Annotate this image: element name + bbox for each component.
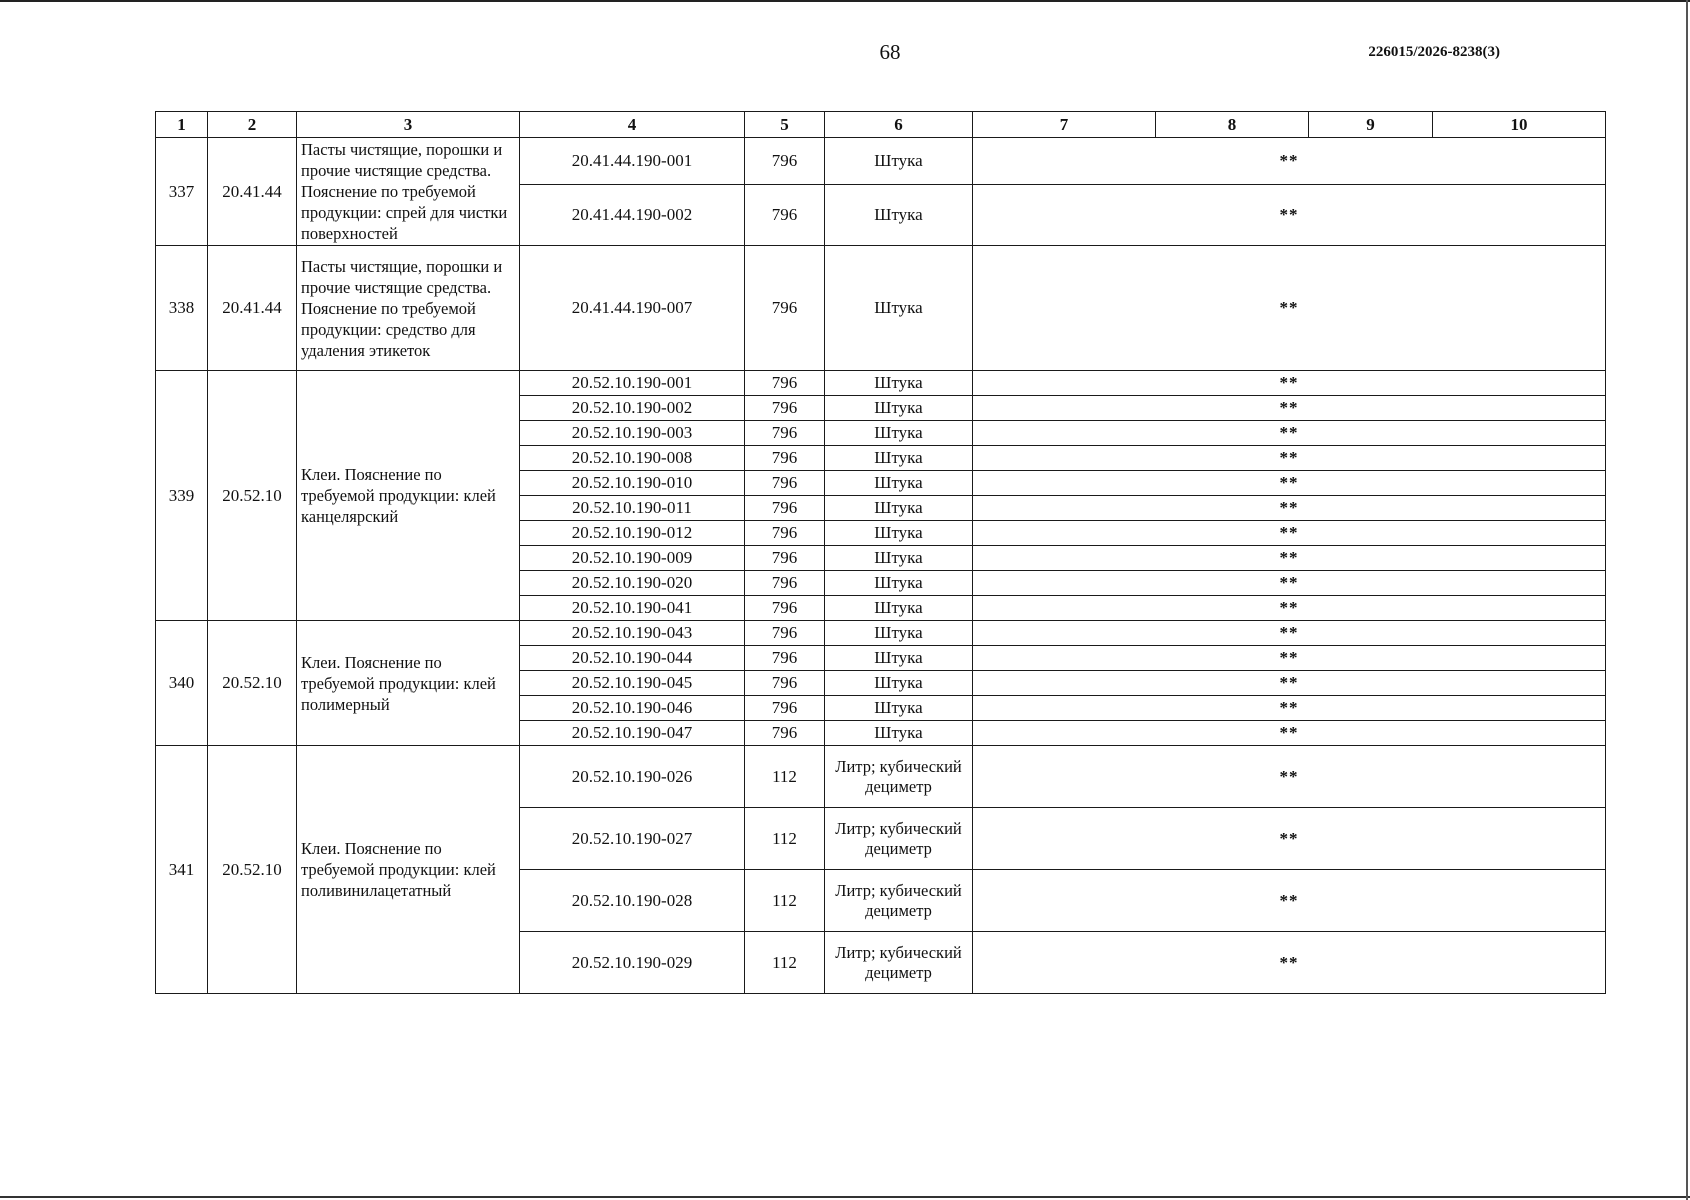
- note-cell: **: [973, 808, 1606, 870]
- unit-name: Штука: [825, 546, 973, 571]
- product-description: Клеи. Пояснение по требуемой продукции: клей полимерный: [297, 621, 520, 746]
- ktru-code: 20.52.10.190-011: [520, 496, 745, 521]
- ktru-code: 20.41.44.190-001: [520, 138, 745, 185]
- ktru-code: 20.52.10.190-029: [520, 932, 745, 994]
- column-header: 10: [1433, 112, 1606, 138]
- note-cell: **: [973, 371, 1606, 396]
- okei-code: 796: [745, 621, 825, 646]
- ktru-code: 20.52.10.190-045: [520, 671, 745, 696]
- unit-name: Штука: [825, 596, 973, 621]
- unit-name: Штука: [825, 396, 973, 421]
- note-cell: **: [973, 571, 1606, 596]
- note-cell: **: [973, 246, 1606, 371]
- ktru-code: 20.52.10.190-046: [520, 696, 745, 721]
- ktru-code: 20.52.10.190-001: [520, 371, 745, 396]
- note-cell: **: [973, 496, 1606, 521]
- note-cell: **: [973, 646, 1606, 671]
- okei-code: 796: [745, 421, 825, 446]
- unit-name: Штука: [825, 671, 973, 696]
- okei-code: 796: [745, 138, 825, 185]
- product-description: Клеи. Пояснение по требуемой продукции: клей поливинилацетатный: [297, 746, 520, 994]
- okei-code: 796: [745, 496, 825, 521]
- okei-code: 796: [745, 696, 825, 721]
- table-row: [156, 246, 1606, 371]
- column-header: 7: [973, 112, 1156, 138]
- unit-name: Штука: [825, 496, 973, 521]
- note-cell: **: [973, 870, 1606, 932]
- note-cell: **: [973, 596, 1606, 621]
- unit-name: Штука: [825, 138, 973, 185]
- note-cell: **: [973, 471, 1606, 496]
- table-row: [156, 621, 1606, 646]
- note-cell: **: [973, 138, 1606, 185]
- scan-edge-right: [1686, 0, 1688, 1200]
- ktru-code: 20.52.10.190-041: [520, 596, 745, 621]
- ktru-code: 20.52.10.190-003: [520, 421, 745, 446]
- column-header: 2: [208, 112, 297, 138]
- ktru-code: 20.52.10.190-020: [520, 571, 745, 596]
- okei-code: 112: [745, 808, 825, 870]
- okei-code: 796: [745, 546, 825, 571]
- page-number: 68: [879, 40, 901, 64]
- okei-code: 796: [745, 185, 825, 246]
- unit-name: Штука: [825, 521, 973, 546]
- okei-code: 112: [745, 870, 825, 932]
- unit-name: Литр; кубический дециметр: [825, 870, 973, 932]
- ktru-code: 20.41.44.190-007: [520, 246, 745, 371]
- column-header: 5: [745, 112, 825, 138]
- ktru-code: 20.41.44.190-002: [520, 185, 745, 246]
- row-number: 341: [156, 746, 208, 994]
- product-description: Пасты чистящие, порошки и прочие чистящие средства. Пояснение по требуемой продукции: средство для удаления этикеток: [297, 246, 520, 371]
- unit-name: Литр; кубический дециметр: [825, 746, 973, 808]
- note-cell: **: [973, 932, 1606, 994]
- row-number: 337: [156, 138, 208, 246]
- column-header: 3: [297, 112, 520, 138]
- table-row: [156, 746, 1606, 808]
- product-description: Пасты чистящие, порошки и прочие чистящие средства. Пояснение по требуемой продукции: спрей для чистки поверхностей: [297, 138, 520, 246]
- okei-code: 796: [745, 446, 825, 471]
- okei-code: 796: [745, 596, 825, 621]
- okei-code: 112: [745, 932, 825, 994]
- unit-name: Штука: [825, 185, 973, 246]
- note-cell: **: [973, 671, 1606, 696]
- unit-name: Штука: [825, 621, 973, 646]
- unit-name: Штука: [825, 371, 973, 396]
- okei-code: 796: [745, 396, 825, 421]
- scan-edge-bottom: [0, 1196, 1690, 1198]
- note-cell: **: [973, 396, 1606, 421]
- unit-name: Штука: [825, 571, 973, 596]
- note-cell: **: [973, 746, 1606, 808]
- column-header: 4: [520, 112, 745, 138]
- okpd-code: 20.41.44: [208, 246, 297, 371]
- okpd-code: 20.52.10: [208, 746, 297, 994]
- ktru-code: 20.52.10.190-010: [520, 471, 745, 496]
- okpd-code: 20.41.44: [208, 138, 297, 246]
- unit-name: Штука: [825, 471, 973, 496]
- note-cell: **: [973, 696, 1606, 721]
- scan-edge-top: [0, 0, 1690, 2]
- column-header: 8: [1156, 112, 1309, 138]
- okei-code: 796: [745, 246, 825, 371]
- okpd-code: 20.52.10: [208, 621, 297, 746]
- unit-name: Штука: [825, 446, 973, 471]
- unit-name: Штука: [825, 246, 973, 371]
- row-number: 339: [156, 371, 208, 621]
- unit-name: Литр; кубический дециметр: [825, 808, 973, 870]
- ktru-code: 20.52.10.190-012: [520, 521, 745, 546]
- note-cell: **: [973, 721, 1606, 746]
- okei-code: 796: [745, 471, 825, 496]
- okei-code: 796: [745, 646, 825, 671]
- okei-code: 796: [745, 671, 825, 696]
- okpd-code: 20.52.10: [208, 371, 297, 621]
- unit-name: Штука: [825, 646, 973, 671]
- column-header: 1: [156, 112, 208, 138]
- okei-code: 796: [745, 521, 825, 546]
- ktru-code: 20.52.10.190-043: [520, 621, 745, 646]
- okei-code: 796: [745, 371, 825, 396]
- table-row: [156, 138, 1606, 185]
- row-number: 340: [156, 621, 208, 746]
- unit-name: Штука: [825, 721, 973, 746]
- products-table: [155, 111, 1606, 994]
- product-description: Клеи. Пояснение по требуемой продукции: клей канцелярский: [297, 371, 520, 621]
- okei-code: 112: [745, 746, 825, 808]
- table-row: [156, 371, 1606, 396]
- unit-name: Штука: [825, 696, 973, 721]
- okei-code: 796: [745, 721, 825, 746]
- okei-code: 796: [745, 571, 825, 596]
- ktru-code: 20.52.10.190-009: [520, 546, 745, 571]
- column-header: 6: [825, 112, 973, 138]
- ktru-code: 20.52.10.190-026: [520, 746, 745, 808]
- note-cell: **: [973, 185, 1606, 246]
- note-cell: **: [973, 621, 1606, 646]
- column-header: 9: [1309, 112, 1433, 138]
- document-id: 226015/2026-8238(3): [1368, 44, 1500, 60]
- header-row: [156, 112, 1606, 138]
- ktru-code: 20.52.10.190-044: [520, 646, 745, 671]
- unit-name: Литр; кубический дециметр: [825, 932, 973, 994]
- unit-name: Штука: [825, 421, 973, 446]
- ktru-code: 20.52.10.190-002: [520, 396, 745, 421]
- note-cell: **: [973, 521, 1606, 546]
- note-cell: **: [973, 421, 1606, 446]
- row-number: 338: [156, 246, 208, 371]
- ktru-code: 20.52.10.190-047: [520, 721, 745, 746]
- note-cell: **: [973, 546, 1606, 571]
- note-cell: **: [973, 446, 1606, 471]
- ktru-code: 20.52.10.190-027: [520, 808, 745, 870]
- ktru-code: 20.52.10.190-028: [520, 870, 745, 932]
- ktru-code: 20.52.10.190-008: [520, 446, 745, 471]
